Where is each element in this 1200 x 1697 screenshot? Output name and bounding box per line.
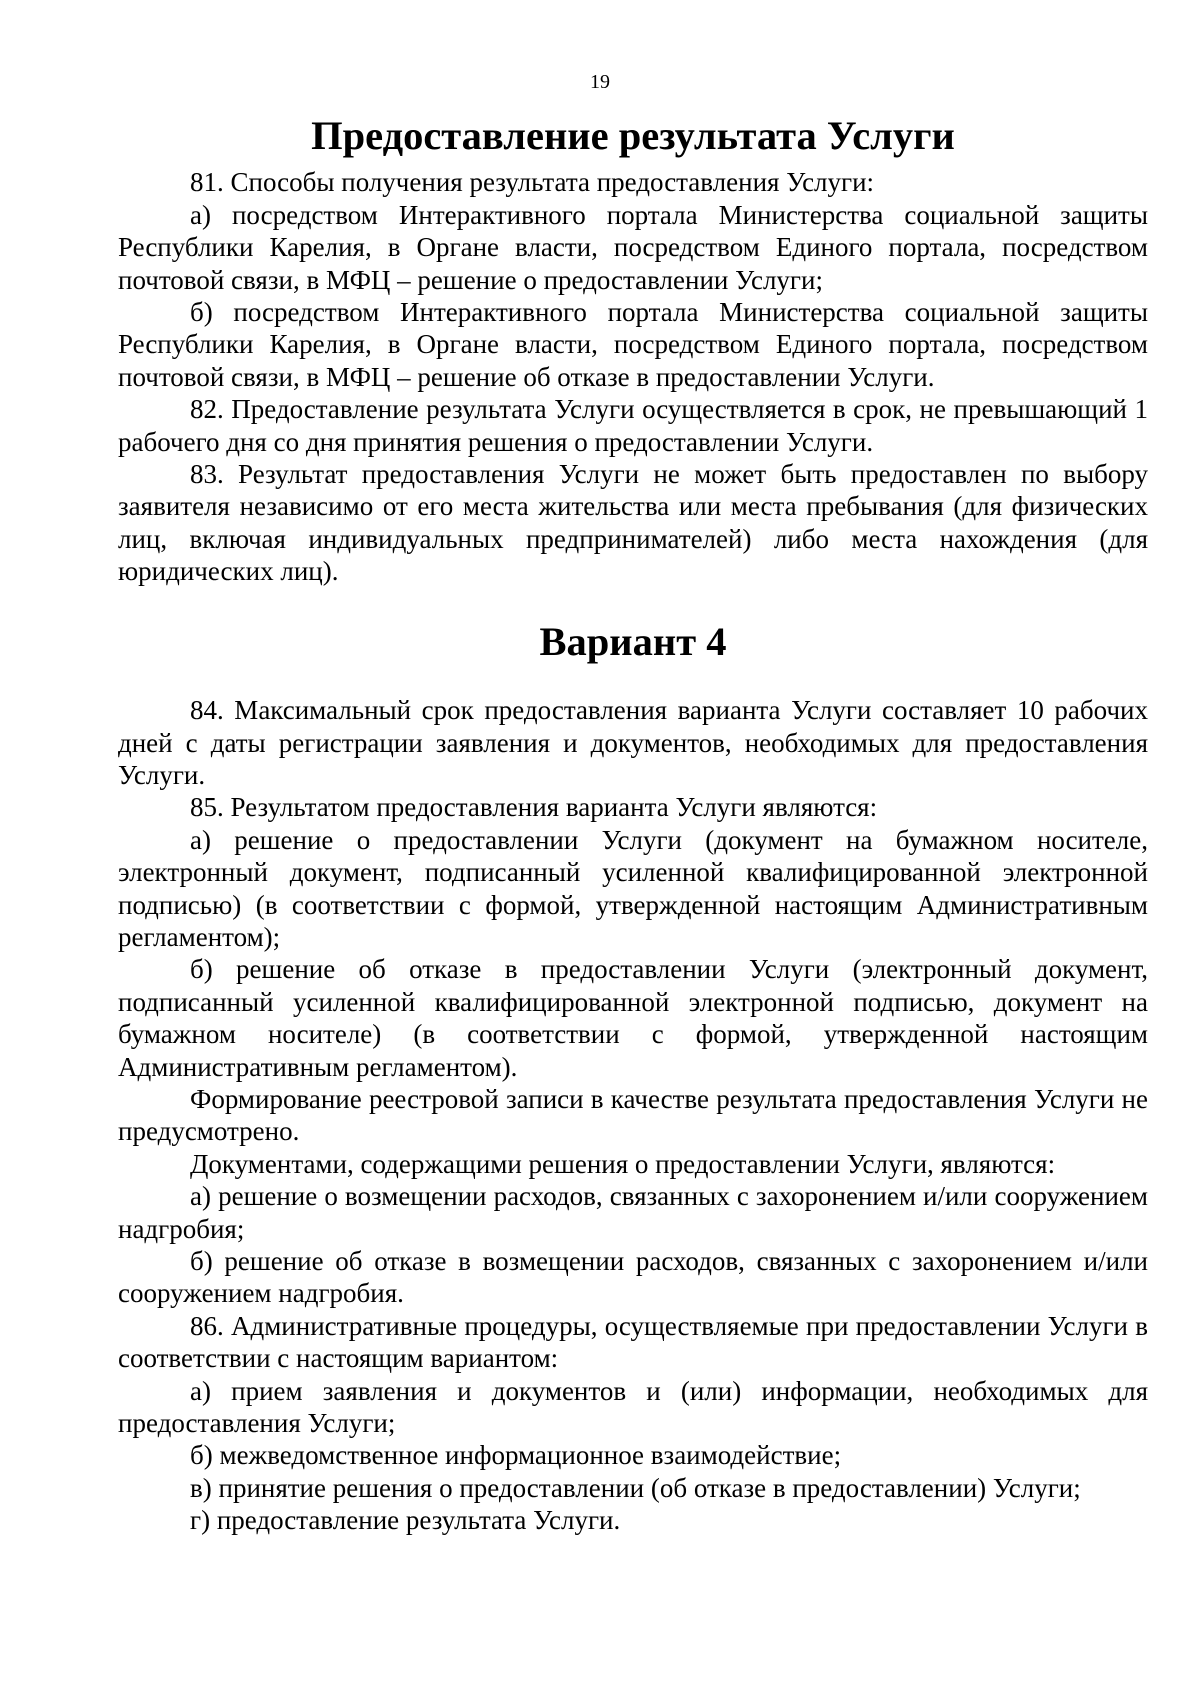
paragraph-86: 86. Административные процедуры, осуществляемые при предоставлении Услуги в соответствии с настоящим вариантом: bbox=[118, 1310, 1148, 1374]
paragraph-83: 83. Результат предоставления Услуги не может быть предоставлен по выбору заявителя независимо от его места жительства или места пребывания (для физических лиц, включая индивидуальных предпринимателей) либо места нахождения (для юридических лиц). bbox=[118, 459, 1148, 587]
paragraph-decision-b: б) решение об отказе в возмещении расходов, связанных с захоронением и/или сооружением надгробия. bbox=[118, 1246, 1148, 1309]
paragraph-81: 81. Способы получения результата предоставления Услуги: bbox=[190, 167, 875, 198]
paragraph-86a: а) прием заявления и документов и (или) информации, необходимых для предоставления Услуги; bbox=[118, 1375, 1148, 1439]
paragraph-81a: а) посредством Интерактивного портала Министерства социальной защиты Республики Карелия, в Органе власти, посредством Единого портала, посредством почтовой связи, в МФЦ – решение о предоставлении Услуги; bbox=[118, 199, 1148, 295]
paragraph-85a: а) решение о предоставлении Услуги (документ на бумажном носителе, электронный документ, подписанный усиленной квалифицированной электронной подписью) (в соответствии с формой, утвержденной настоящим Административным регламентом); bbox=[118, 824, 1148, 952]
paragraph-86b: б) межведомственное информационное взаимодействие; bbox=[190, 1440, 842, 1471]
section-heading-variant-4: Вариант 4 bbox=[539, 618, 727, 664]
paragraph-82: 82. Предоставление результата Услуги осуществляется в срок, не превышающий 1 рабочего дня со дня принятия решения о предоставлении Услуги. bbox=[118, 394, 1148, 457]
paragraph-86d: г) предоставление результата Услуги. bbox=[190, 1505, 621, 1536]
paragraph-decision-documents: Документами, содержащими решения о предоставлении Услуги, являются: bbox=[190, 1148, 1056, 1179]
paragraph-registry-record: Формирование реестровой записи в качестве результата предоставления Услуги не предусмотрено. bbox=[118, 1083, 1148, 1147]
document-body bbox=[118, 113, 1148, 1537]
paragraph-86c: в) принятие решения о предоставлении (об отказе в предоставлении) Услуги; bbox=[190, 1472, 1081, 1503]
section-heading-result: Предоставление результата Услуги bbox=[311, 113, 955, 158]
paragraph-85: 85. Результатом предоставления варианта Услуги являются: bbox=[190, 792, 878, 823]
page-number: 19 bbox=[590, 71, 610, 93]
paragraph-81b: б) посредством Интерактивного портала Министерства социальной защиты Республики Карелия, в Органе власти, посредством Единого портала, посредством почтовой связи, в МФЦ – решение об отказе в предоставлении Услуги. bbox=[118, 297, 1148, 392]
paragraph-84: 84. Максимальный срок предоставления варианта Услуги составляет 10 рабочих дней с даты регистрации заявления и документов, необходимых для предоставления Услуги. bbox=[118, 695, 1148, 790]
paragraph-85b: б) решение об отказе в предоставлении Услуги (электронный документ, подписанный усиленной квалифицированной электронной подписью, документ на бумажном носителе) (в соответствии с формой, утвержденной настоящим Административным регламентом). bbox=[118, 954, 1148, 1082]
paragraph-decision-a: а) решение о возмещении расходов, связанных с захоронением и/или сооружением надгробия; bbox=[118, 1181, 1148, 1244]
